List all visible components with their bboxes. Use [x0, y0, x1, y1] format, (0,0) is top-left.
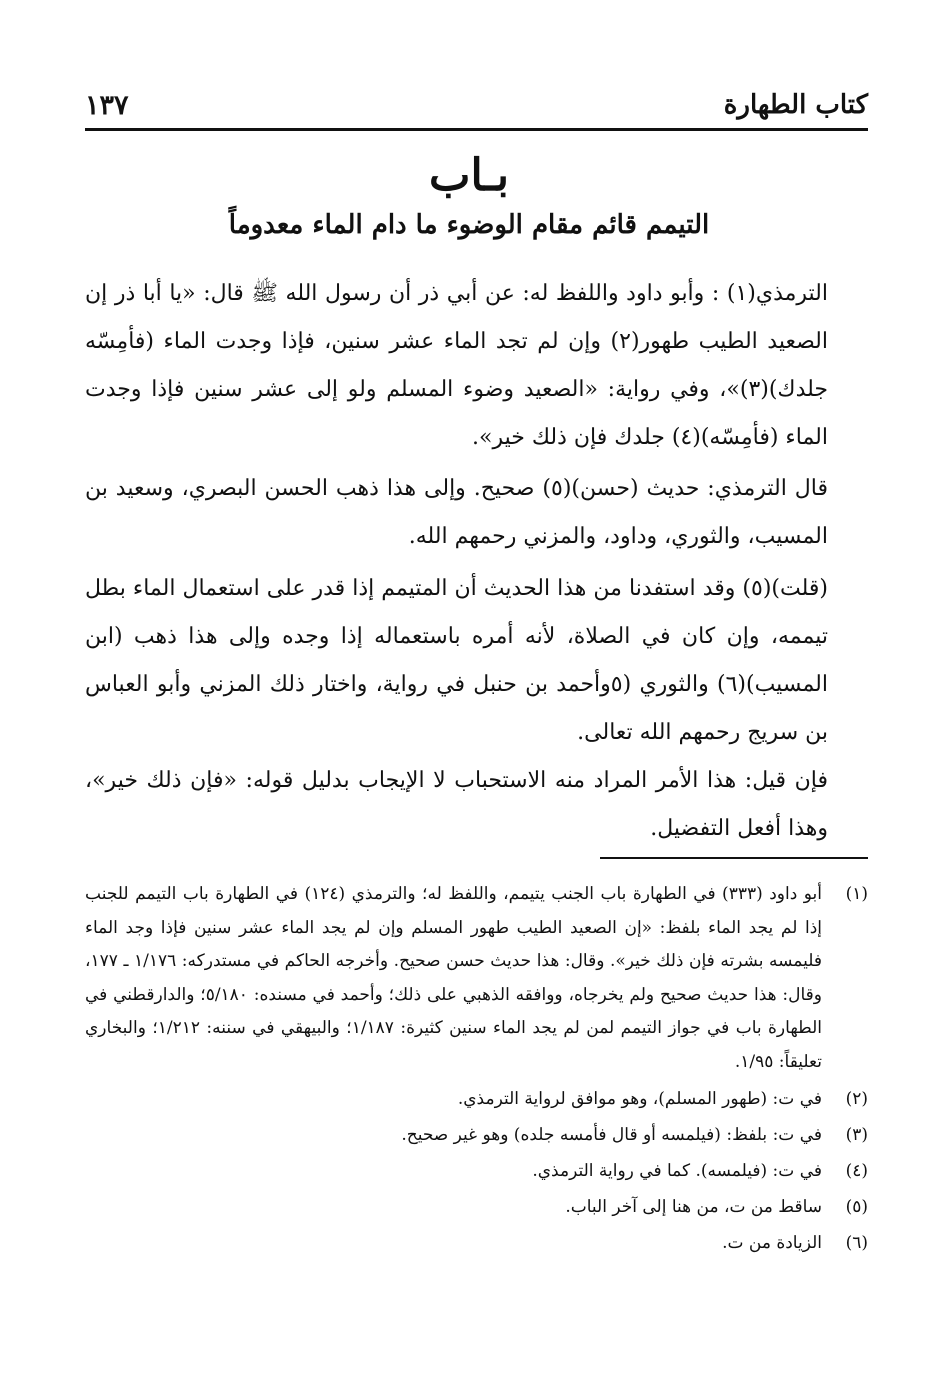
paragraph-text: فإن قيل: هذا الأمر المراد منه الاستحباب لا الإيجاب بدليل قوله: «فإن ذلك خير»، وهذا أفعل التفضيل. [85, 768, 828, 841]
body-paragraph-1 [85, 270, 868, 472]
footnote-number: (٥) [845, 1197, 868, 1217]
footnote-number: (٣) [845, 1125, 868, 1145]
footnote-4 [85, 1155, 868, 1187]
footnote-text: ساقط من ت، من هنا إلى آخر الباب. [565, 1197, 822, 1217]
footnote-1 [85, 878, 868, 1079]
footnote-separator [600, 857, 868, 859]
footnote-5 [85, 1191, 868, 1223]
body-paragraph-3 [85, 565, 868, 767]
footnote-3 [85, 1119, 868, 1151]
footnote-2 [85, 1083, 868, 1115]
footnote-text: في ت: (طهور المسلم)، وهو موافق لرواية الترمذي. [457, 1089, 822, 1109]
paragraph-text: الترمذي(١) : وأبو داود واللفظ له: عن أبي ذر أن رسول الله ﷺ قال: «يا أبا ذر إن الصعيد الطيب طهور(٢) وإن لم تجد الماء عشر سنين، فإذا وجدت الماء (فأمِسّه جلدك)(٣)»، وفي رواية: «الصعيد وضوء المسلم ولو إلى عشر سنين فإذا وجدت الماء (فأمِسّه)(٤) جلدك فإن ذلك خير». [85, 281, 828, 450]
footnote-text: في ت: بلفظ: (فيلمسه أو قال فأمسه جلده) وهو غير صحيح. [401, 1125, 822, 1145]
header-rule [85, 128, 868, 131]
footnote-number: (١) [845, 884, 868, 904]
footnote-text: في ت: (فيلمسه). كما في رواية الترمذي. [532, 1161, 822, 1181]
chapter-heading: بـاب [429, 150, 509, 201]
footnote-6 [85, 1227, 868, 1259]
body-paragraph-2 [85, 465, 868, 571]
paragraph-text: (قلت)(٥) وقد استفدنا من هذا الحديث أن المتيمم إذا قدر على استعمال الماء بطل تيممه، وإن كان في الصلاة، لأنه أمره باستعماله إذا وجده وإلى هذا ذهب (ابن المسيب)(٦) والثوري (٥وأحمد بن حنبل في رواية، واختار ذلك المزني وأبو العباس بن سريج رحمهم الله تعالى. [85, 576, 828, 745]
section-title: التيمم قائم مقام الوضوء ما دام الماء معدوماً [228, 210, 710, 240]
body-paragraph-4 [85, 757, 868, 863]
footnotes [85, 878, 868, 1263]
paragraph-text: قال الترمذي: حديث (حسن)(٥) صحيح. وإلى هذا ذهب الحسن البصري، وسعيد بن المسيب، والثوري، وداود، والمزني رحمهم الله. [85, 476, 828, 549]
running-title: كتاب الطهارة [723, 90, 868, 120]
footnote-number: (٤) [845, 1161, 868, 1181]
page-number: ١٣٧ [85, 90, 129, 121]
footnote-text: الزيادة من ت. [722, 1233, 822, 1253]
footnote-number: (٢) [845, 1089, 868, 1109]
footnote-number: (٦) [845, 1233, 868, 1253]
footnote-text: أبو داود (٣٣٣) في الطهارة باب الجنب يتيمم، واللفظ له؛ والترمذي (١٢٤) في الطهارة باب التيمم للجنب إذا لم يجد الماء بلفظ: «إن الصعيد الطيب طهور المسلم وإن لم يجد الماء عشر سنين فإذا وجد الماء فليمسه بشرته فإن ذلك خير». وقال: هذا حديث حسن صحيح. وأخرجه الحاكم في مستدركه: ١/١٧٦ ـ ١٧٧، وقال: هذا حديث صحيح ولم يخرجاه، ووافقه الذهبي على ذلك؛ وأحمد في مسنده: ٥/١٨٠؛ والدارقطني في الطهارة باب في جواز التيمم لمن لم يجد الماء سنين كثيرة: ١/١٨٧؛ والبيهقي في سننه: ١/٢١٢؛ والبخاري تعليقاً: ١/٩٥. [85, 884, 823, 1072]
